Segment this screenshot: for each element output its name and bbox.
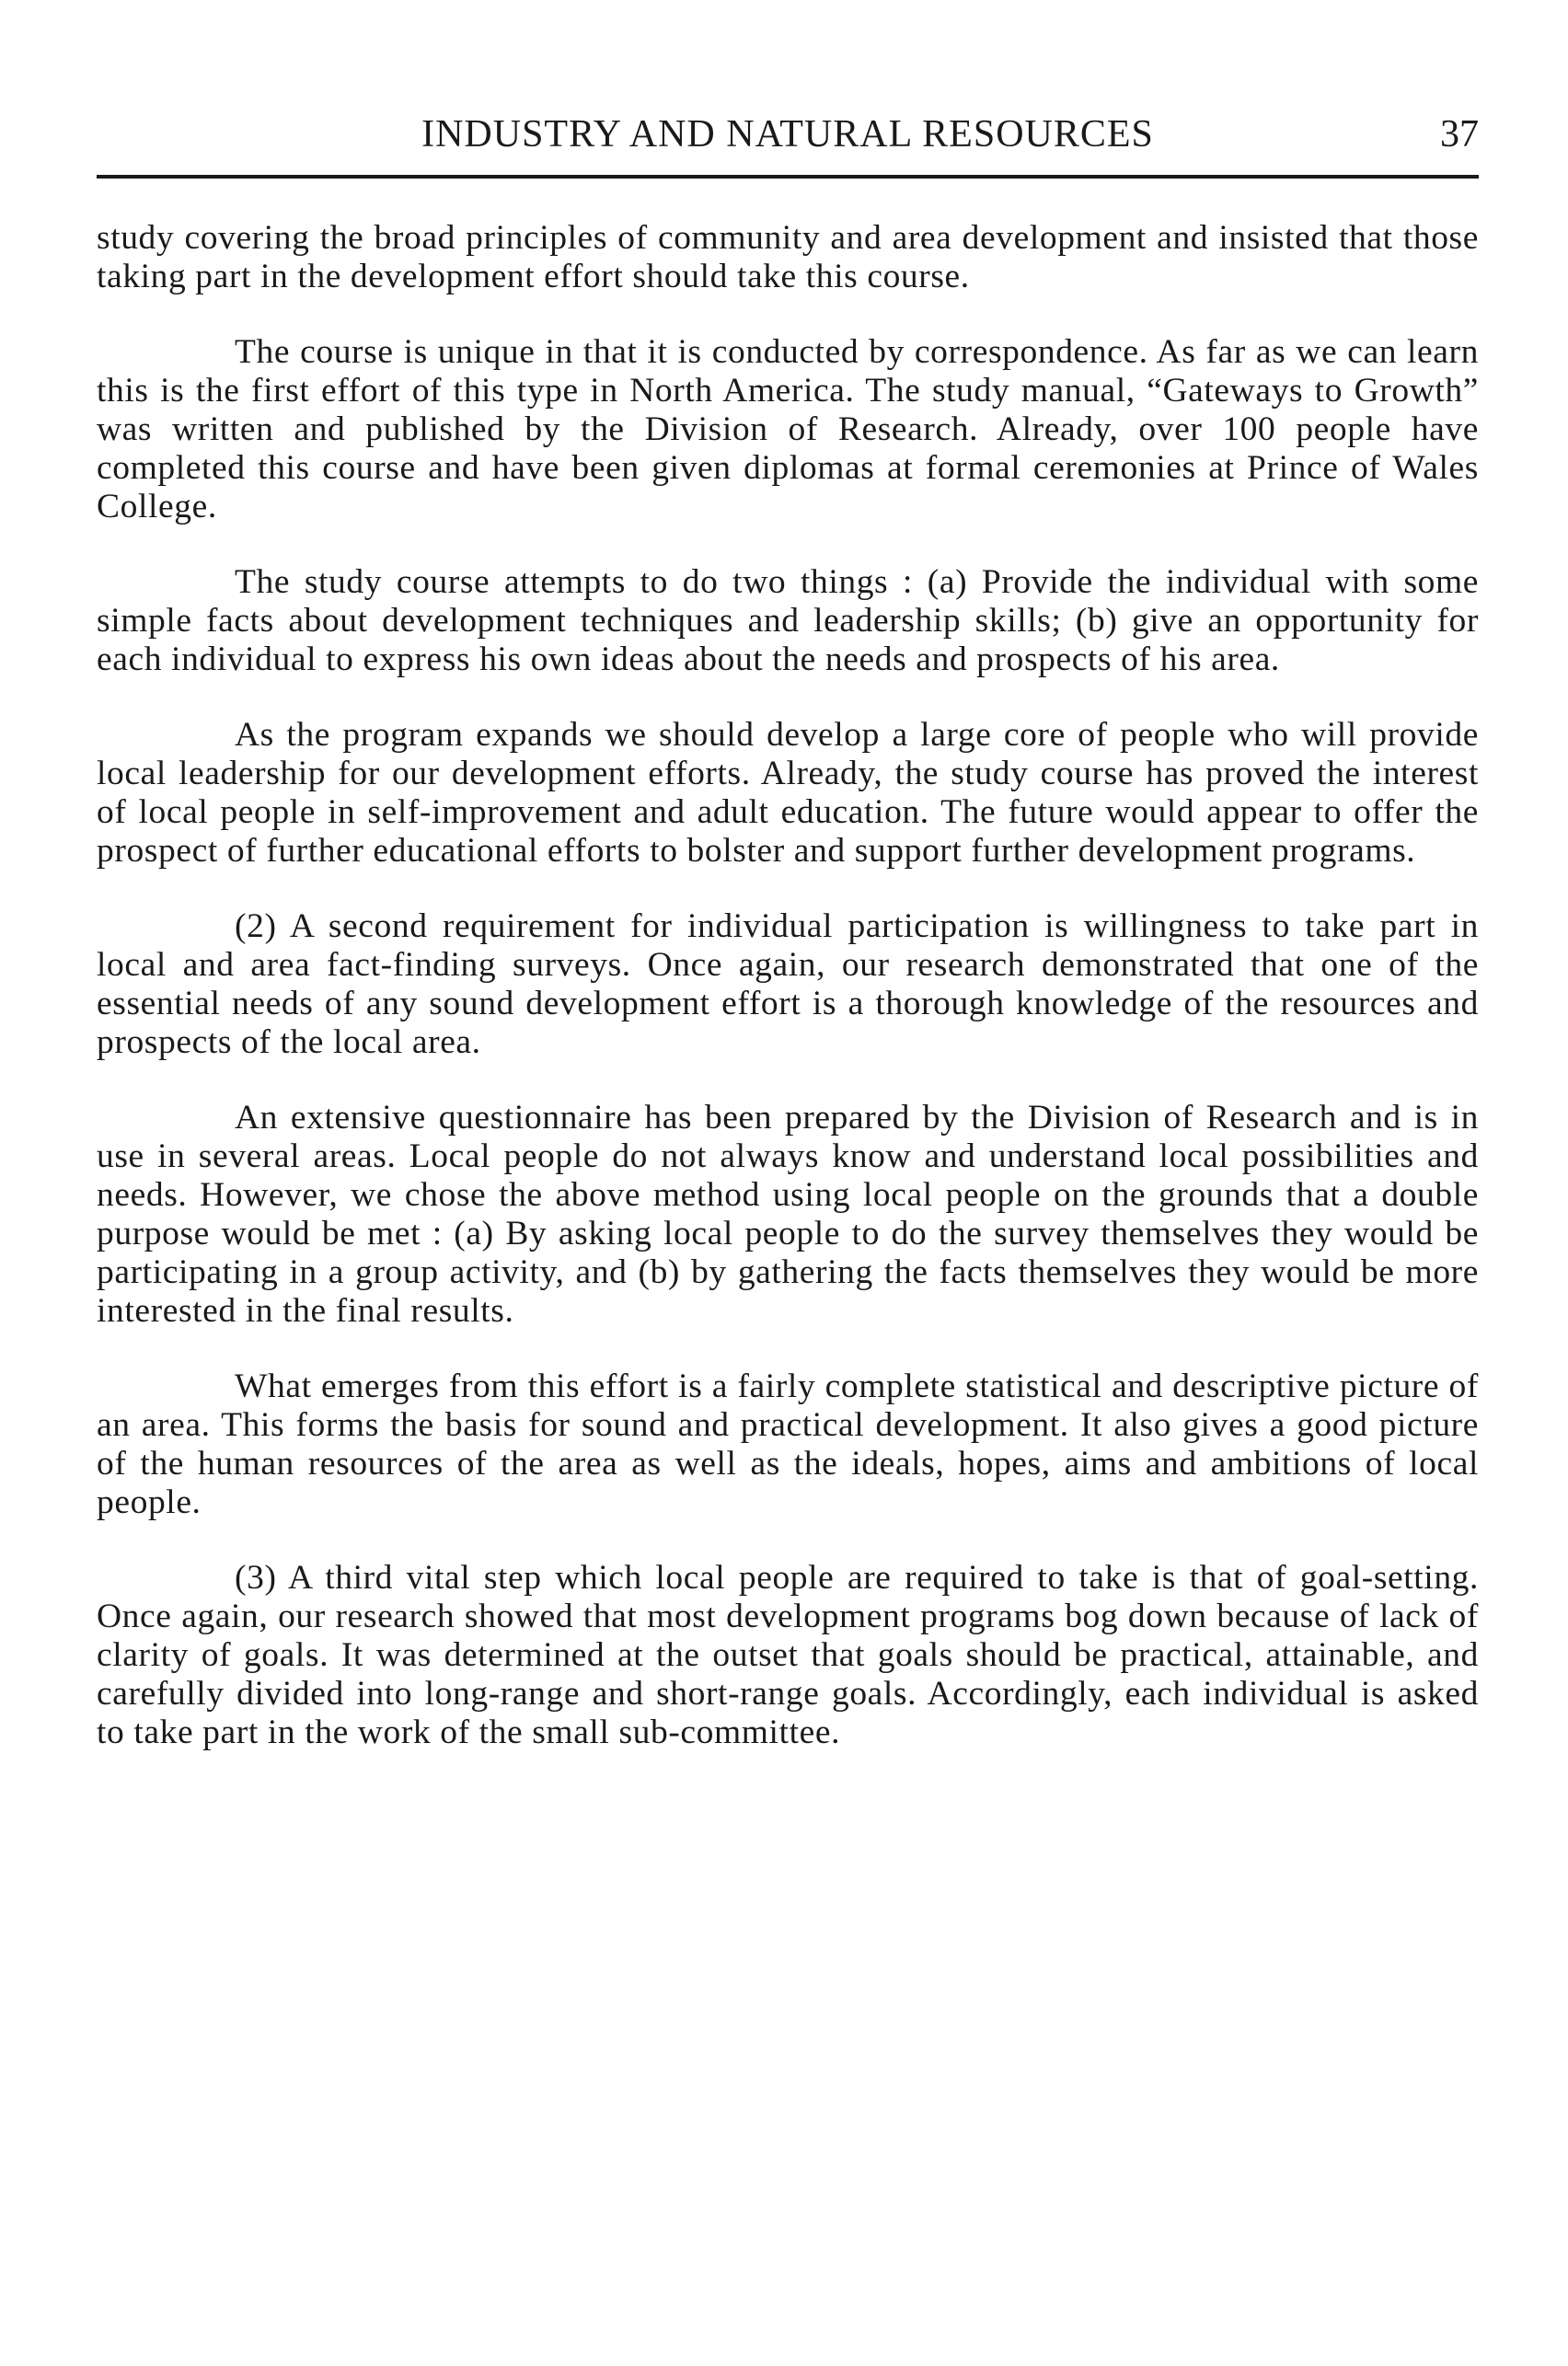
paragraph: (2) A second requirement for individual participation is willingness to take part in local and area fact-finding surveys. Once again, our research demonstrated that one of the essential needs of any sound development effort is a thorough knowledge of the resources and prospects of the local area.: [97, 907, 1479, 1061]
paragraph: (3) A third vital step which local people are required to take is that of goal-setting. Once again, our research showed that most development programs bog down because of lack of clarity of goals. It was determined at the outset that goals should be practical, attainable, and carefully divided into long-range and short-range goals. Accordingly, each individual is asked to take part in the work of the small sub-committee.: [97, 1559, 1479, 1751]
running-title: INDUSTRY AND NATURAL RESOURCES: [421, 113, 1154, 156]
paragraph: What emerges from this effort is a fairly complete statistical and descriptive picture of an area. This forms the basis for sound and practical development. It also gives a good picture of the human resources of the area as well as the ideals, hopes, aims and ambitions of local people.: [97, 1368, 1479, 1521]
running-header: [97, 109, 1479, 160]
paragraph-continued: study covering the broad principles of community and area development and insisted that those taking part in the development effort should take this course.: [97, 219, 1479, 295]
header-rule: [97, 175, 1479, 179]
body-text: [97, 219, 1479, 1789]
paragraph: An extensive questionnaire has been prepared by the Division of Research and is in use in several areas. Local people do not always know and understand local possibilities and needs. However, we chose the above method using local people on the grounds that a double purpose would be met : (a) By asking local people to do the survey themselves they would be participating in a group activity, and (b) by gathering the facts themselves they would be more interested in the final results.: [97, 1099, 1479, 1330]
paragraph: The course is unique in that it is conducted by correspondence. As far as we can learn this is the first effort of this type in North America. The study manual, “Gateways to Growth” was written and published by the Division of Research. Already, over 100 people have completed this course and have been given diplomas at formal ceremonies at Prince of Wales College.: [97, 333, 1479, 525]
page-number: 37: [1440, 113, 1479, 156]
paragraph: The study course attempts to do two things : (a) Provide the individual with some simple facts about development techniques and leadership skills; (b) give an opportunity for each individual to express his own ideas about the needs and prospects of his area.: [97, 563, 1479, 678]
paragraph: As the program expands we should develop a large core of people who will provide local leadership for our development efforts. Already, the study course has proved the interest of local people in self-improvement and adult education. The future would appear to offer the prospect of further educational efforts to bolster and support further development programs.: [97, 716, 1479, 870]
